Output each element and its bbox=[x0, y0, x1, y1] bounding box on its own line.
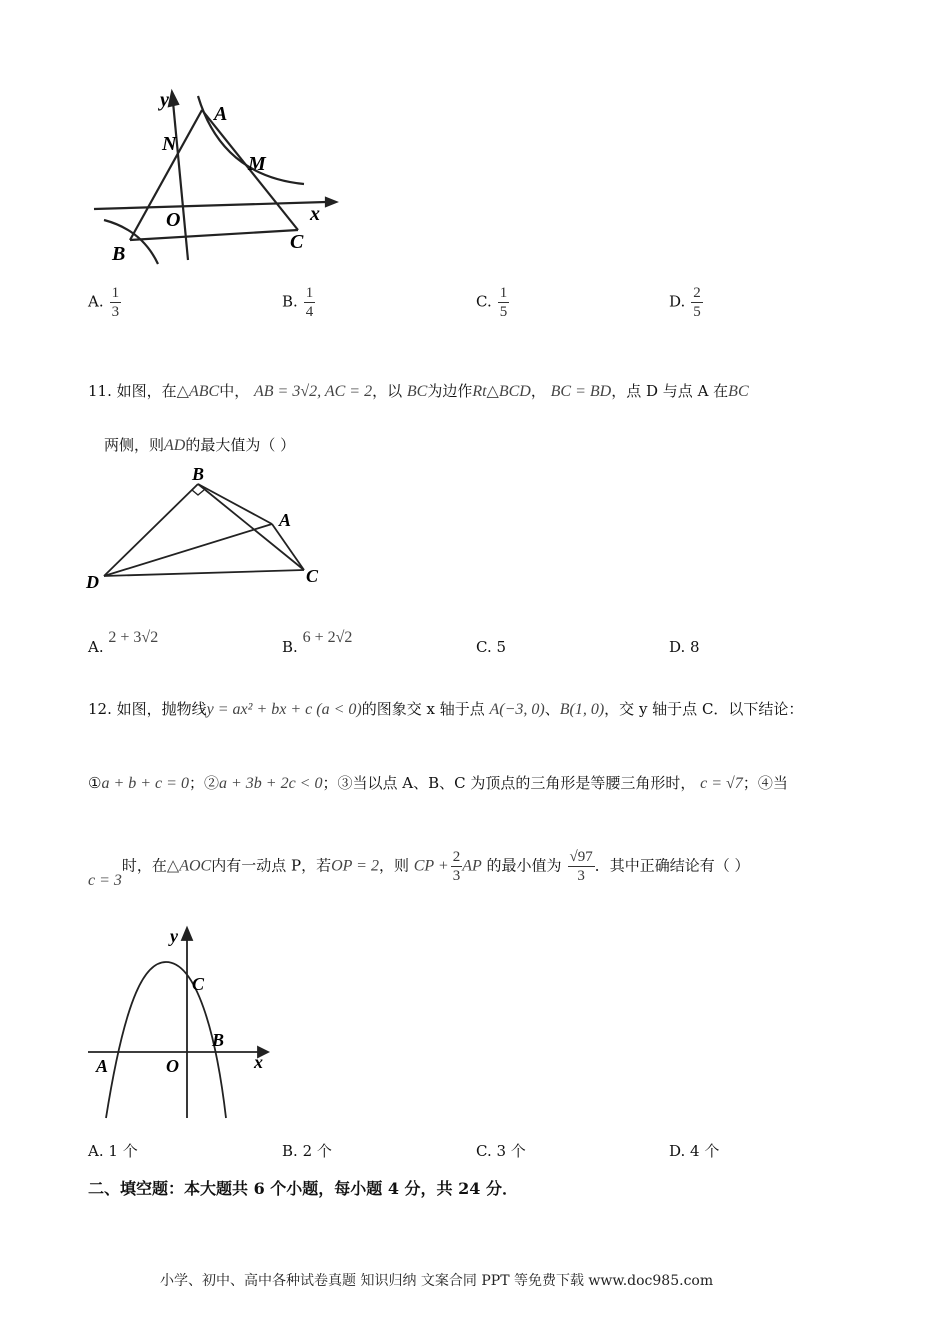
q12-y-arrow bbox=[182, 928, 192, 940]
q10-label-b: B bbox=[112, 243, 126, 265]
q12-option-d[interactable]: D. 4 个 bbox=[669, 1142, 720, 1160]
q10-option-d[interactable]: D. $\frac{2}{5}$ bbox=[669, 285, 701, 320]
q11-label-b: B bbox=[192, 464, 205, 484]
section-heading-fill-blank: 二、填空题：本大题共 6 个小题，每小题 4 分，共 24 分． bbox=[88, 1179, 518, 1198]
q12-stem-line1: 12. 如图，抛物线y = ax² + bx + c (a < 0)的图象交 x 轴于点 A(−3, 0)、B(1, 0)，交 y 轴于点 C．以下结论： bbox=[88, 700, 804, 718]
q12-option-c[interactable]: C. 3 个 bbox=[476, 1142, 526, 1160]
q10-label-a: A bbox=[214, 103, 228, 125]
q10-label-y: y bbox=[160, 89, 169, 111]
q10-label-m: M bbox=[248, 153, 266, 175]
q11-segment-da bbox=[104, 524, 272, 576]
page-footer[interactable]: 小学、初中、高中各种试卷真题 知识归纳 文案合同 PPT 等免费下载 www.doc985.com bbox=[160, 1273, 714, 1289]
q11-label-d: D bbox=[86, 572, 99, 592]
q12-label-o: O bbox=[166, 1056, 179, 1076]
q11-segment-ba bbox=[198, 484, 272, 524]
q10-x-axis bbox=[94, 202, 326, 209]
q12-label-y: y bbox=[170, 926, 178, 946]
q12-label-b: B bbox=[212, 1030, 225, 1050]
q10-x-arrow bbox=[326, 198, 336, 206]
q10-y-arrow bbox=[169, 92, 178, 106]
q11-stem-line1: 11. 如图，在△ABC中， AB = 3√2, AC = 2，以 BC为边作Rt△BCD， BC = BD，点 D 与点 A 在BC bbox=[88, 382, 749, 400]
q10-option-b[interactable]: B. $\frac{1}{4}$ bbox=[282, 285, 314, 320]
q10-label-x: x bbox=[310, 203, 320, 225]
q10-option-c[interactable]: C. $\frac{1}{5}$ bbox=[476, 285, 508, 320]
q11-option-c[interactable]: C. 5 bbox=[476, 638, 507, 656]
q10-label-n: N bbox=[162, 133, 177, 155]
q11-figure bbox=[82, 462, 332, 592]
q10-option-a[interactable]: A. $\frac{1}{3}$ bbox=[88, 285, 120, 320]
q12-label-c: C bbox=[192, 974, 205, 994]
q10-figure bbox=[90, 88, 340, 273]
q12-parabola bbox=[106, 962, 226, 1118]
q12-option-b[interactable]: B. 2 个 bbox=[282, 1142, 332, 1160]
q11-option-b[interactable]: B. 6 + 2√2 bbox=[282, 629, 353, 656]
q11-label-c: C bbox=[306, 566, 319, 586]
q12-stem-line3: c = 3时，在△AOC内有一动点 P，若OP = 2，则 CP + $\frac{2}{3}$ AP 的最小值为 $\frac{√97}{3}$ ．其中正确结论有（ ） bbox=[88, 849, 750, 889]
q12-stem-line2: ①a + b + c = 0；②a + 3b + 2c < 0；③当以点 A、B、C 为顶点的三角形是等腰三角形时， c = √7；④当 bbox=[88, 774, 788, 792]
q11-segment-dc bbox=[104, 570, 304, 576]
q10-side-bc bbox=[130, 230, 298, 240]
q10-label-o: O bbox=[166, 209, 181, 231]
q11-right-angle-mark bbox=[192, 490, 204, 495]
q11-option-a[interactable]: A. 2 + 3√2 bbox=[88, 629, 159, 656]
q10-label-c: C bbox=[290, 231, 304, 253]
q11-label-a: A bbox=[279, 510, 292, 530]
q12-figure bbox=[86, 922, 276, 1122]
q11-option-d[interactable]: D. 8 bbox=[669, 638, 700, 656]
q12-option-a[interactable]: A. 1 个 bbox=[88, 1142, 138, 1160]
q12-label-x: x bbox=[254, 1052, 263, 1072]
q11-stem-line2: 两侧，则AD的最大值为（ ） bbox=[104, 436, 296, 454]
q12-label-a: A bbox=[96, 1056, 109, 1076]
